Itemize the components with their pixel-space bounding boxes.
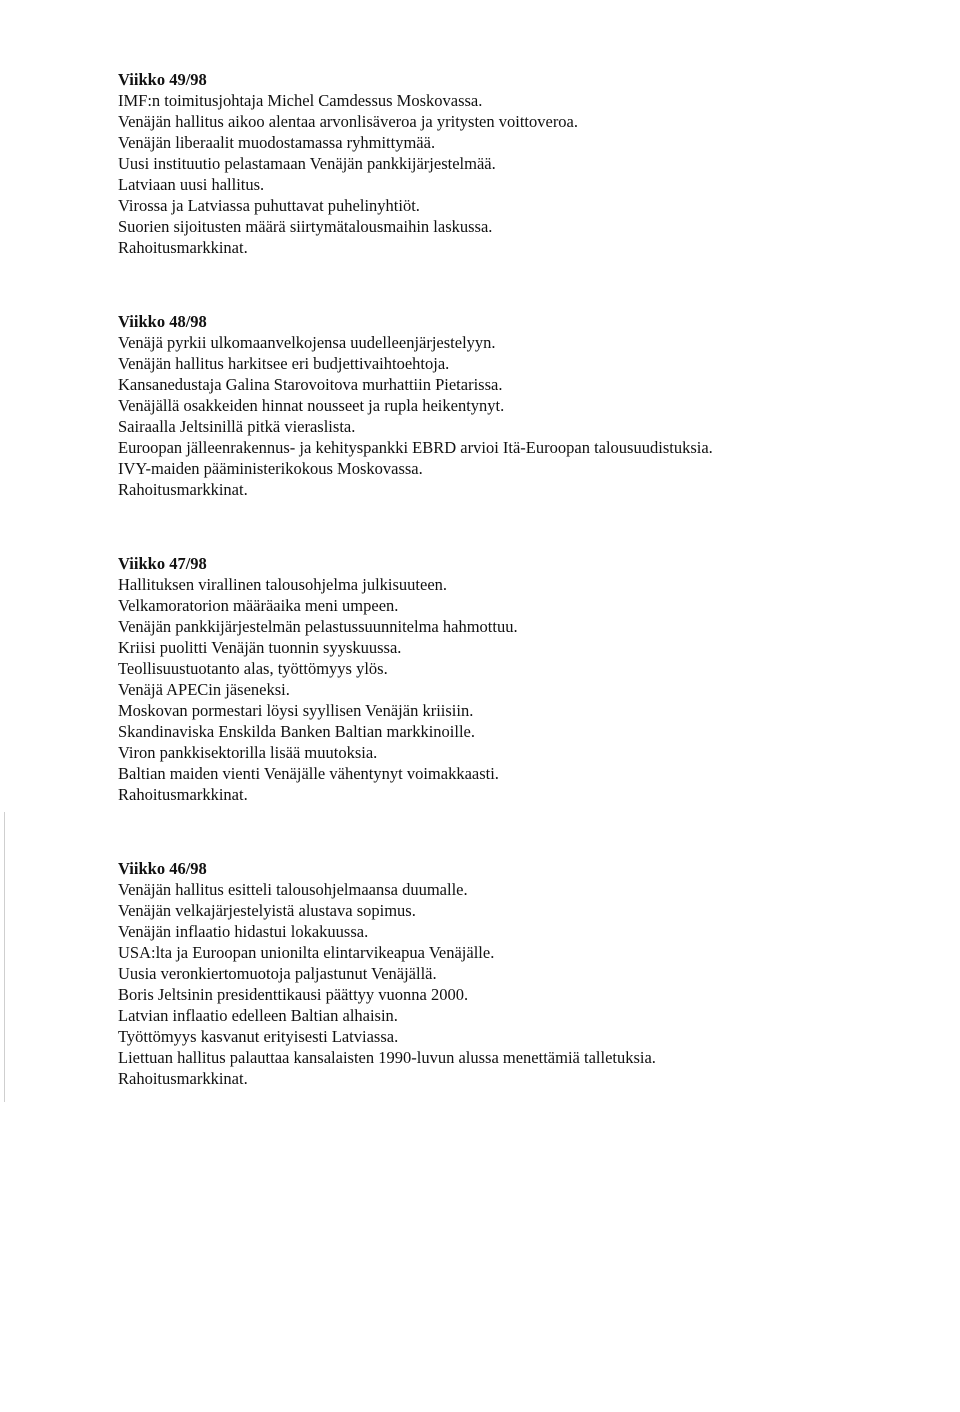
- news-item: Kansanedustaja Galina Starovoitova murhattiin Pietarissa.: [118, 375, 503, 394]
- news-item: Teollisuustuotanto alas, työttömyys ylös.: [118, 659, 388, 678]
- news-item: IMF:n toimitusjohtaja Michel Camdessus Moskovassa.: [118, 91, 483, 110]
- news-item: Latviaan uusi hallitus.: [118, 175, 265, 194]
- news-item: Hallituksen virallinen talousohjelma julkisuuteen.: [118, 575, 448, 594]
- scan-edge-line: [4, 812, 5, 1102]
- news-item: IVY-maiden pääministerikokous Moskovassa.: [118, 459, 423, 478]
- news-item: Rahoitusmarkkinat.: [118, 238, 248, 257]
- news-item: Rahoitusmarkkinat.: [118, 785, 248, 804]
- week-section-47: [118, 553, 918, 805]
- week-section-49: [118, 69, 918, 258]
- news-item: USA:lta ja Euroopan unionilta elintarvikeapua Venäjälle.: [118, 943, 495, 962]
- news-item: Euroopan jälleenrakennus- ja kehityspankki EBRD arvioi Itä-Euroopan talousuudistuksia.: [118, 438, 713, 457]
- news-item: Boris Jeltsinin presidenttikausi päättyy vuonna 2000.: [118, 985, 469, 1004]
- news-item: Venäjän hallitus aikoo alentaa arvonlisäveroa ja yritysten voittoveroa.: [118, 112, 579, 131]
- news-item: Moskovan pormestari löysi syyllisen Venäjän kriisiin.: [118, 701, 474, 720]
- news-item: Työttömyys kasvanut erityisesti Latviassa.: [118, 1027, 399, 1046]
- news-item: Latvian inflaatio edelleen Baltian alhaisin.: [118, 1006, 398, 1025]
- week-heading: Viikko 49/98: [118, 70, 207, 89]
- news-item: Sairaalla Jeltsinillä pitkä vieraslista.: [118, 417, 356, 436]
- news-item: Velkamoratorion määräaika meni umpeen.: [118, 596, 399, 615]
- news-item: Liettuan hallitus palauttaa kansalaisten 1990-luvun alussa menettämiä talletuksia.: [118, 1048, 656, 1067]
- news-item: Venäjän liberaalit muodostamassa ryhmittymää.: [118, 133, 436, 152]
- news-item: Baltian maiden vienti Venäjälle vähentynyt voimakkaasti.: [118, 764, 499, 783]
- news-item: Venäjän inflaatio hidastui lokakuussa.: [118, 922, 369, 941]
- news-item: Venäjällä osakkeiden hinnat nousseet ja rupla heikentynyt.: [118, 396, 505, 415]
- news-item: Venäjän pankkijärjestelmän pelastussuunnitelma hahmottuu.: [118, 617, 518, 636]
- news-item: Skandinaviska Enskilda Banken Baltian markkinoille.: [118, 722, 475, 741]
- week-heading: Viikko 47/98: [118, 554, 207, 573]
- news-item: Venäjä APECin jäseneksi.: [118, 680, 290, 699]
- news-item: Kriisi puolitti Venäjän tuonnin syyskuussa.: [118, 638, 402, 657]
- news-item: Venäjän velkajärjestelyistä alustava sopimus.: [118, 901, 416, 920]
- news-item: Venäjän hallitus esitteli talousohjelmaansa duumalle.: [118, 880, 468, 899]
- news-item: Rahoitusmarkkinat.: [118, 1069, 248, 1088]
- news-item: Venäjän hallitus harkitsee eri budjettivaihtoehtoja.: [118, 354, 450, 373]
- news-item: Viron pankkisektorilla lisää muutoksia.: [118, 743, 378, 762]
- news-item: Suorien sijoitusten määrä siirtymätalousmaihin laskussa.: [118, 217, 493, 236]
- week-heading: Viikko 46/98: [118, 859, 207, 878]
- week-section-48: [118, 311, 918, 500]
- news-item: Rahoitusmarkkinat.: [118, 480, 248, 499]
- week-heading: Viikko 48/98: [118, 312, 207, 331]
- news-item: Uusi instituutio pelastamaan Venäjän pankkijärjestelmää.: [118, 154, 496, 173]
- news-item: Virossa ja Latviassa puhuttavat puhelinyhtiöt.: [118, 196, 420, 215]
- week-section-46: [118, 858, 918, 1089]
- document-page: [118, 69, 918, 1142]
- news-item: Uusia veronkiertomuotoja paljastunut Venäjällä.: [118, 964, 437, 983]
- news-item: Venäjä pyrkii ulkomaanvelkojensa uudelleenjärjestelyyn.: [118, 333, 496, 352]
